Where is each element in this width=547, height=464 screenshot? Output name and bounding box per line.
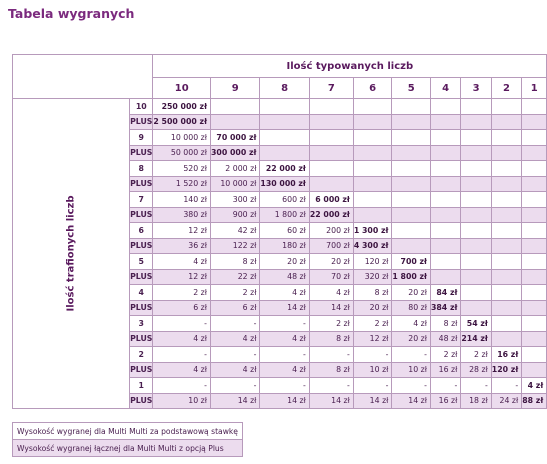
table-cell xyxy=(392,192,431,208)
table-cell xyxy=(392,114,431,130)
table-cell xyxy=(491,316,521,332)
table-cell: 10 zł xyxy=(153,393,211,409)
table-cell xyxy=(309,145,353,161)
table-cell: 16 zł xyxy=(491,347,521,363)
column-header: 4 xyxy=(430,78,460,99)
table-cell: - xyxy=(392,378,431,394)
column-header: 10 xyxy=(153,78,211,99)
table-cell xyxy=(353,130,392,146)
table-cell xyxy=(461,161,491,177)
table-cell: 36 zł xyxy=(153,238,211,254)
row-label: 5 xyxy=(130,254,153,270)
table-cell: 84 zł xyxy=(430,285,460,301)
table-cell: - xyxy=(461,378,491,394)
table-cell: 4 zł xyxy=(260,331,309,347)
column-header: 5 xyxy=(392,78,431,99)
table-cell xyxy=(491,176,521,192)
table-cell: - xyxy=(353,347,392,363)
table-cell: 10 000 zł xyxy=(210,176,259,192)
table-cell xyxy=(430,145,460,161)
row-header-title-text: Ilość trafionych liczb xyxy=(65,195,77,312)
table-cell xyxy=(260,99,309,115)
table-cell: 250 000 zł xyxy=(153,99,211,115)
row-label-plus: PLUS xyxy=(130,238,153,254)
table-cell xyxy=(491,207,521,223)
table-cell xyxy=(491,99,521,115)
table-cell: 2 zł xyxy=(461,347,491,363)
table-cell xyxy=(353,114,392,130)
table-cell xyxy=(392,223,431,239)
table-cell: 20 zł xyxy=(309,254,353,270)
row-label: 3 xyxy=(130,316,153,332)
table-cell xyxy=(392,145,431,161)
table-cell: 300 zł xyxy=(210,192,259,208)
row-label-plus: PLUS xyxy=(130,331,153,347)
table-cell: 12 zł xyxy=(353,331,392,347)
table-cell xyxy=(430,192,460,208)
table-cell: 4 zł xyxy=(210,362,259,378)
table-cell xyxy=(491,269,521,285)
table-cell: - xyxy=(153,347,211,363)
row-label: 7 xyxy=(130,192,153,208)
table-cell xyxy=(260,114,309,130)
table-cell: 2 zł xyxy=(153,285,211,301)
table-cell: 2 zł xyxy=(309,316,353,332)
table-cell xyxy=(461,300,491,316)
row-label-plus: PLUS xyxy=(130,393,153,409)
table-cell: 14 zł xyxy=(392,393,431,409)
table-cell xyxy=(309,99,353,115)
table-cell xyxy=(522,176,547,192)
table-cell: 2 zł xyxy=(430,347,460,363)
table-cell xyxy=(461,130,491,146)
table-cell: 2 000 zł xyxy=(210,161,259,177)
table-cell: 48 zł xyxy=(260,269,309,285)
table-cell: 4 zł xyxy=(153,362,211,378)
table-cell xyxy=(353,161,392,177)
table-cell xyxy=(461,176,491,192)
row-label: 4 xyxy=(130,285,153,301)
table-cell: 14 zł xyxy=(210,393,259,409)
table-cell xyxy=(491,300,521,316)
row-label: 2 xyxy=(130,347,153,363)
table-cell xyxy=(353,145,392,161)
table-cell xyxy=(260,130,309,146)
table-cell xyxy=(522,161,547,177)
table-cell xyxy=(353,176,392,192)
table-cell: - xyxy=(309,378,353,394)
table-cell xyxy=(491,331,521,347)
table-cell: 180 zł xyxy=(260,238,309,254)
row-label-plus: PLUS xyxy=(130,300,153,316)
column-header: 9 xyxy=(210,78,259,99)
table-cell xyxy=(430,99,460,115)
table-cell xyxy=(392,207,431,223)
table-cell xyxy=(491,130,521,146)
table-cell: 42 zł xyxy=(210,223,259,239)
table-cell: 120 zł xyxy=(353,254,392,270)
table-cell xyxy=(522,145,547,161)
row-label-plus: PLUS xyxy=(130,269,153,285)
table-cell: 384 zł xyxy=(430,300,460,316)
table-cell xyxy=(210,99,259,115)
table-cell xyxy=(309,176,353,192)
table-cell xyxy=(260,145,309,161)
table-cell: 6 zł xyxy=(210,300,259,316)
table-cell: 2 zł xyxy=(210,285,259,301)
table-cell xyxy=(461,192,491,208)
table-cell: 2 zł xyxy=(353,316,392,332)
table-cell xyxy=(392,161,431,177)
table-cell xyxy=(353,192,392,208)
table-cell: 700 zł xyxy=(309,238,353,254)
table-cell: - xyxy=(491,378,521,394)
table-cell xyxy=(522,99,547,115)
table-cell xyxy=(430,254,460,270)
table-cell xyxy=(430,114,460,130)
table-cell: 4 zł xyxy=(210,331,259,347)
table-cell: - xyxy=(210,316,259,332)
table-cell: 1 800 zł xyxy=(260,207,309,223)
table-cell: 70 000 zł xyxy=(210,130,259,146)
table-cell xyxy=(309,130,353,146)
table-cell: 22 000 zł xyxy=(309,207,353,223)
table-cell: - xyxy=(210,378,259,394)
table-cell xyxy=(522,269,547,285)
table-cell: 50 000 zł xyxy=(153,145,211,161)
table-cell xyxy=(522,316,547,332)
table-cell xyxy=(392,238,431,254)
table-cell xyxy=(461,223,491,239)
table-cell xyxy=(522,347,547,363)
table-cell xyxy=(461,285,491,301)
row-label-plus: PLUS xyxy=(130,207,153,223)
table-cell xyxy=(392,99,431,115)
row-label-plus: PLUS xyxy=(130,176,153,192)
legend-base: Wysokość wygranej dla Multi Multi za podstawową stawkę xyxy=(13,423,243,440)
table-cell: 6 000 zł xyxy=(309,192,353,208)
table-cell: 20 zł xyxy=(392,285,431,301)
table-cell: 14 zł xyxy=(353,393,392,409)
table-cell xyxy=(491,114,521,130)
table-cell: 20 zł xyxy=(260,254,309,270)
prize-table xyxy=(12,54,547,409)
table-cell: 1 300 zł xyxy=(353,223,392,239)
column-header-title: Ilość typowanych liczb xyxy=(153,55,547,78)
legend xyxy=(12,422,243,457)
table-cell: 80 zł xyxy=(392,300,431,316)
table-cell: - xyxy=(153,378,211,394)
table-cell xyxy=(353,99,392,115)
table-cell xyxy=(522,238,547,254)
column-header: 1 xyxy=(522,78,547,99)
row-label-plus: PLUS xyxy=(130,145,153,161)
table-cell: 8 zł xyxy=(430,316,460,332)
table-cell: 8 zł xyxy=(309,331,353,347)
table-cell: 4 zł xyxy=(260,362,309,378)
table-cell: 140 zł xyxy=(153,192,211,208)
table-cell xyxy=(461,99,491,115)
table-cell: 320 zł xyxy=(353,269,392,285)
row-header-title xyxy=(13,99,130,409)
column-header: 8 xyxy=(260,78,309,99)
table-cell: 4 zł xyxy=(392,316,431,332)
table-cell xyxy=(491,145,521,161)
table-cell xyxy=(522,192,547,208)
table-cell: - xyxy=(260,316,309,332)
table-corner xyxy=(13,55,153,99)
table-cell xyxy=(522,254,547,270)
table-cell xyxy=(522,285,547,301)
row-label: 9 xyxy=(130,130,153,146)
table-cell: 14 zł xyxy=(260,393,309,409)
table-cell: 600 zł xyxy=(260,192,309,208)
table-cell xyxy=(522,331,547,347)
table-cell: 4 300 zł xyxy=(353,238,392,254)
table-cell: 4 zł xyxy=(260,285,309,301)
table-cell: 12 zł xyxy=(153,269,211,285)
table-cell: 1 520 zł xyxy=(153,176,211,192)
table-cell xyxy=(522,300,547,316)
table-cell: 214 zł xyxy=(461,331,491,347)
table-cell: 14 zł xyxy=(309,393,353,409)
table-cell: 520 zł xyxy=(153,161,211,177)
table-cell xyxy=(491,223,521,239)
table-cell: 122 zł xyxy=(210,238,259,254)
table-cell: 4 zł xyxy=(153,331,211,347)
table-cell xyxy=(522,362,547,378)
table-cell: 70 zł xyxy=(309,269,353,285)
table-cell: 8 zł xyxy=(210,254,259,270)
table-cell: 10 zł xyxy=(353,362,392,378)
table-cell: 12 zł xyxy=(153,223,211,239)
table-cell: 10 zł xyxy=(392,362,431,378)
table-cell: 8 zł xyxy=(353,285,392,301)
table-cell: - xyxy=(260,347,309,363)
table-cell: - xyxy=(309,347,353,363)
table-cell: 380 zł xyxy=(153,207,211,223)
table-cell: 300 000 zł xyxy=(210,145,259,161)
table-cell: - xyxy=(153,316,211,332)
table-cell: 22 zł xyxy=(210,269,259,285)
table-cell: 10 000 zł xyxy=(153,130,211,146)
table-cell xyxy=(491,254,521,270)
row-label: 1 xyxy=(130,378,153,394)
table-cell xyxy=(309,114,353,130)
table-cell: 20 zł xyxy=(353,300,392,316)
table-cell: - xyxy=(210,347,259,363)
row-label: 6 xyxy=(130,223,153,239)
table-cell xyxy=(461,207,491,223)
table-cell xyxy=(461,145,491,161)
table-cell: 900 zł xyxy=(210,207,259,223)
table-cell xyxy=(491,238,521,254)
column-header: 3 xyxy=(461,78,491,99)
table-cell xyxy=(491,161,521,177)
table-cell xyxy=(430,238,460,254)
table-cell: 200 zł xyxy=(309,223,353,239)
table-cell xyxy=(430,269,460,285)
table-cell: 120 zł xyxy=(491,362,521,378)
row-label: 10 xyxy=(130,99,153,115)
table-cell: 8 zł xyxy=(309,362,353,378)
table-cell: 6 zł xyxy=(153,300,211,316)
table-cell: 700 zł xyxy=(392,254,431,270)
table-cell: - xyxy=(353,378,392,394)
table-cell xyxy=(392,130,431,146)
legend-plus: Wysokość wygranej łącznej dla Multi Multi z opcją Plus xyxy=(13,440,243,457)
table-cell: 16 zł xyxy=(430,362,460,378)
table-cell: 54 zł xyxy=(461,316,491,332)
table-cell xyxy=(522,114,547,130)
table-cell: 88 zł xyxy=(522,393,547,409)
table-cell xyxy=(430,176,460,192)
table-cell: 48 zł xyxy=(430,331,460,347)
table-cell xyxy=(461,254,491,270)
table-cell: 18 zł xyxy=(461,393,491,409)
table-cell xyxy=(430,207,460,223)
table-cell: 4 zł xyxy=(522,378,547,394)
row-label: 8 xyxy=(130,161,153,177)
table-cell: 16 zł xyxy=(430,393,460,409)
table-cell: 20 zł xyxy=(392,331,431,347)
table-cell: 4 zł xyxy=(153,254,211,270)
row-label-plus: PLUS xyxy=(130,114,153,130)
table-cell: 130 000 zł xyxy=(260,176,309,192)
table-cell: - xyxy=(430,378,460,394)
table-cell: 2 500 000 zł xyxy=(153,114,211,130)
table-cell xyxy=(522,223,547,239)
table-cell xyxy=(491,285,521,301)
table-cell xyxy=(461,114,491,130)
table-cell xyxy=(430,223,460,239)
table-cell: 24 zł xyxy=(491,393,521,409)
table-cell: 60 zł xyxy=(260,223,309,239)
table-cell xyxy=(522,207,547,223)
table-cell xyxy=(309,161,353,177)
table-cell: 28 zł xyxy=(461,362,491,378)
table-cell xyxy=(522,130,547,146)
table-cell xyxy=(210,114,259,130)
table-cell xyxy=(353,207,392,223)
column-header: 7 xyxy=(309,78,353,99)
table-cell xyxy=(491,192,521,208)
table-cell: - xyxy=(260,378,309,394)
column-header: 2 xyxy=(491,78,521,99)
table-cell xyxy=(392,176,431,192)
table-cell xyxy=(461,238,491,254)
table-cell: 14 zł xyxy=(260,300,309,316)
table-cell xyxy=(430,161,460,177)
table-cell: 4 zł xyxy=(309,285,353,301)
row-label-plus: PLUS xyxy=(130,362,153,378)
table-cell: 1 800 zł xyxy=(392,269,431,285)
table-row xyxy=(13,99,547,115)
table-cell xyxy=(461,269,491,285)
table-cell: 22 000 zł xyxy=(260,161,309,177)
table-cell xyxy=(430,130,460,146)
table-cell: 14 zł xyxy=(309,300,353,316)
table-cell: - xyxy=(392,347,431,363)
page-title: Tabela wygranych xyxy=(8,6,135,21)
column-header: 6 xyxy=(353,78,392,99)
